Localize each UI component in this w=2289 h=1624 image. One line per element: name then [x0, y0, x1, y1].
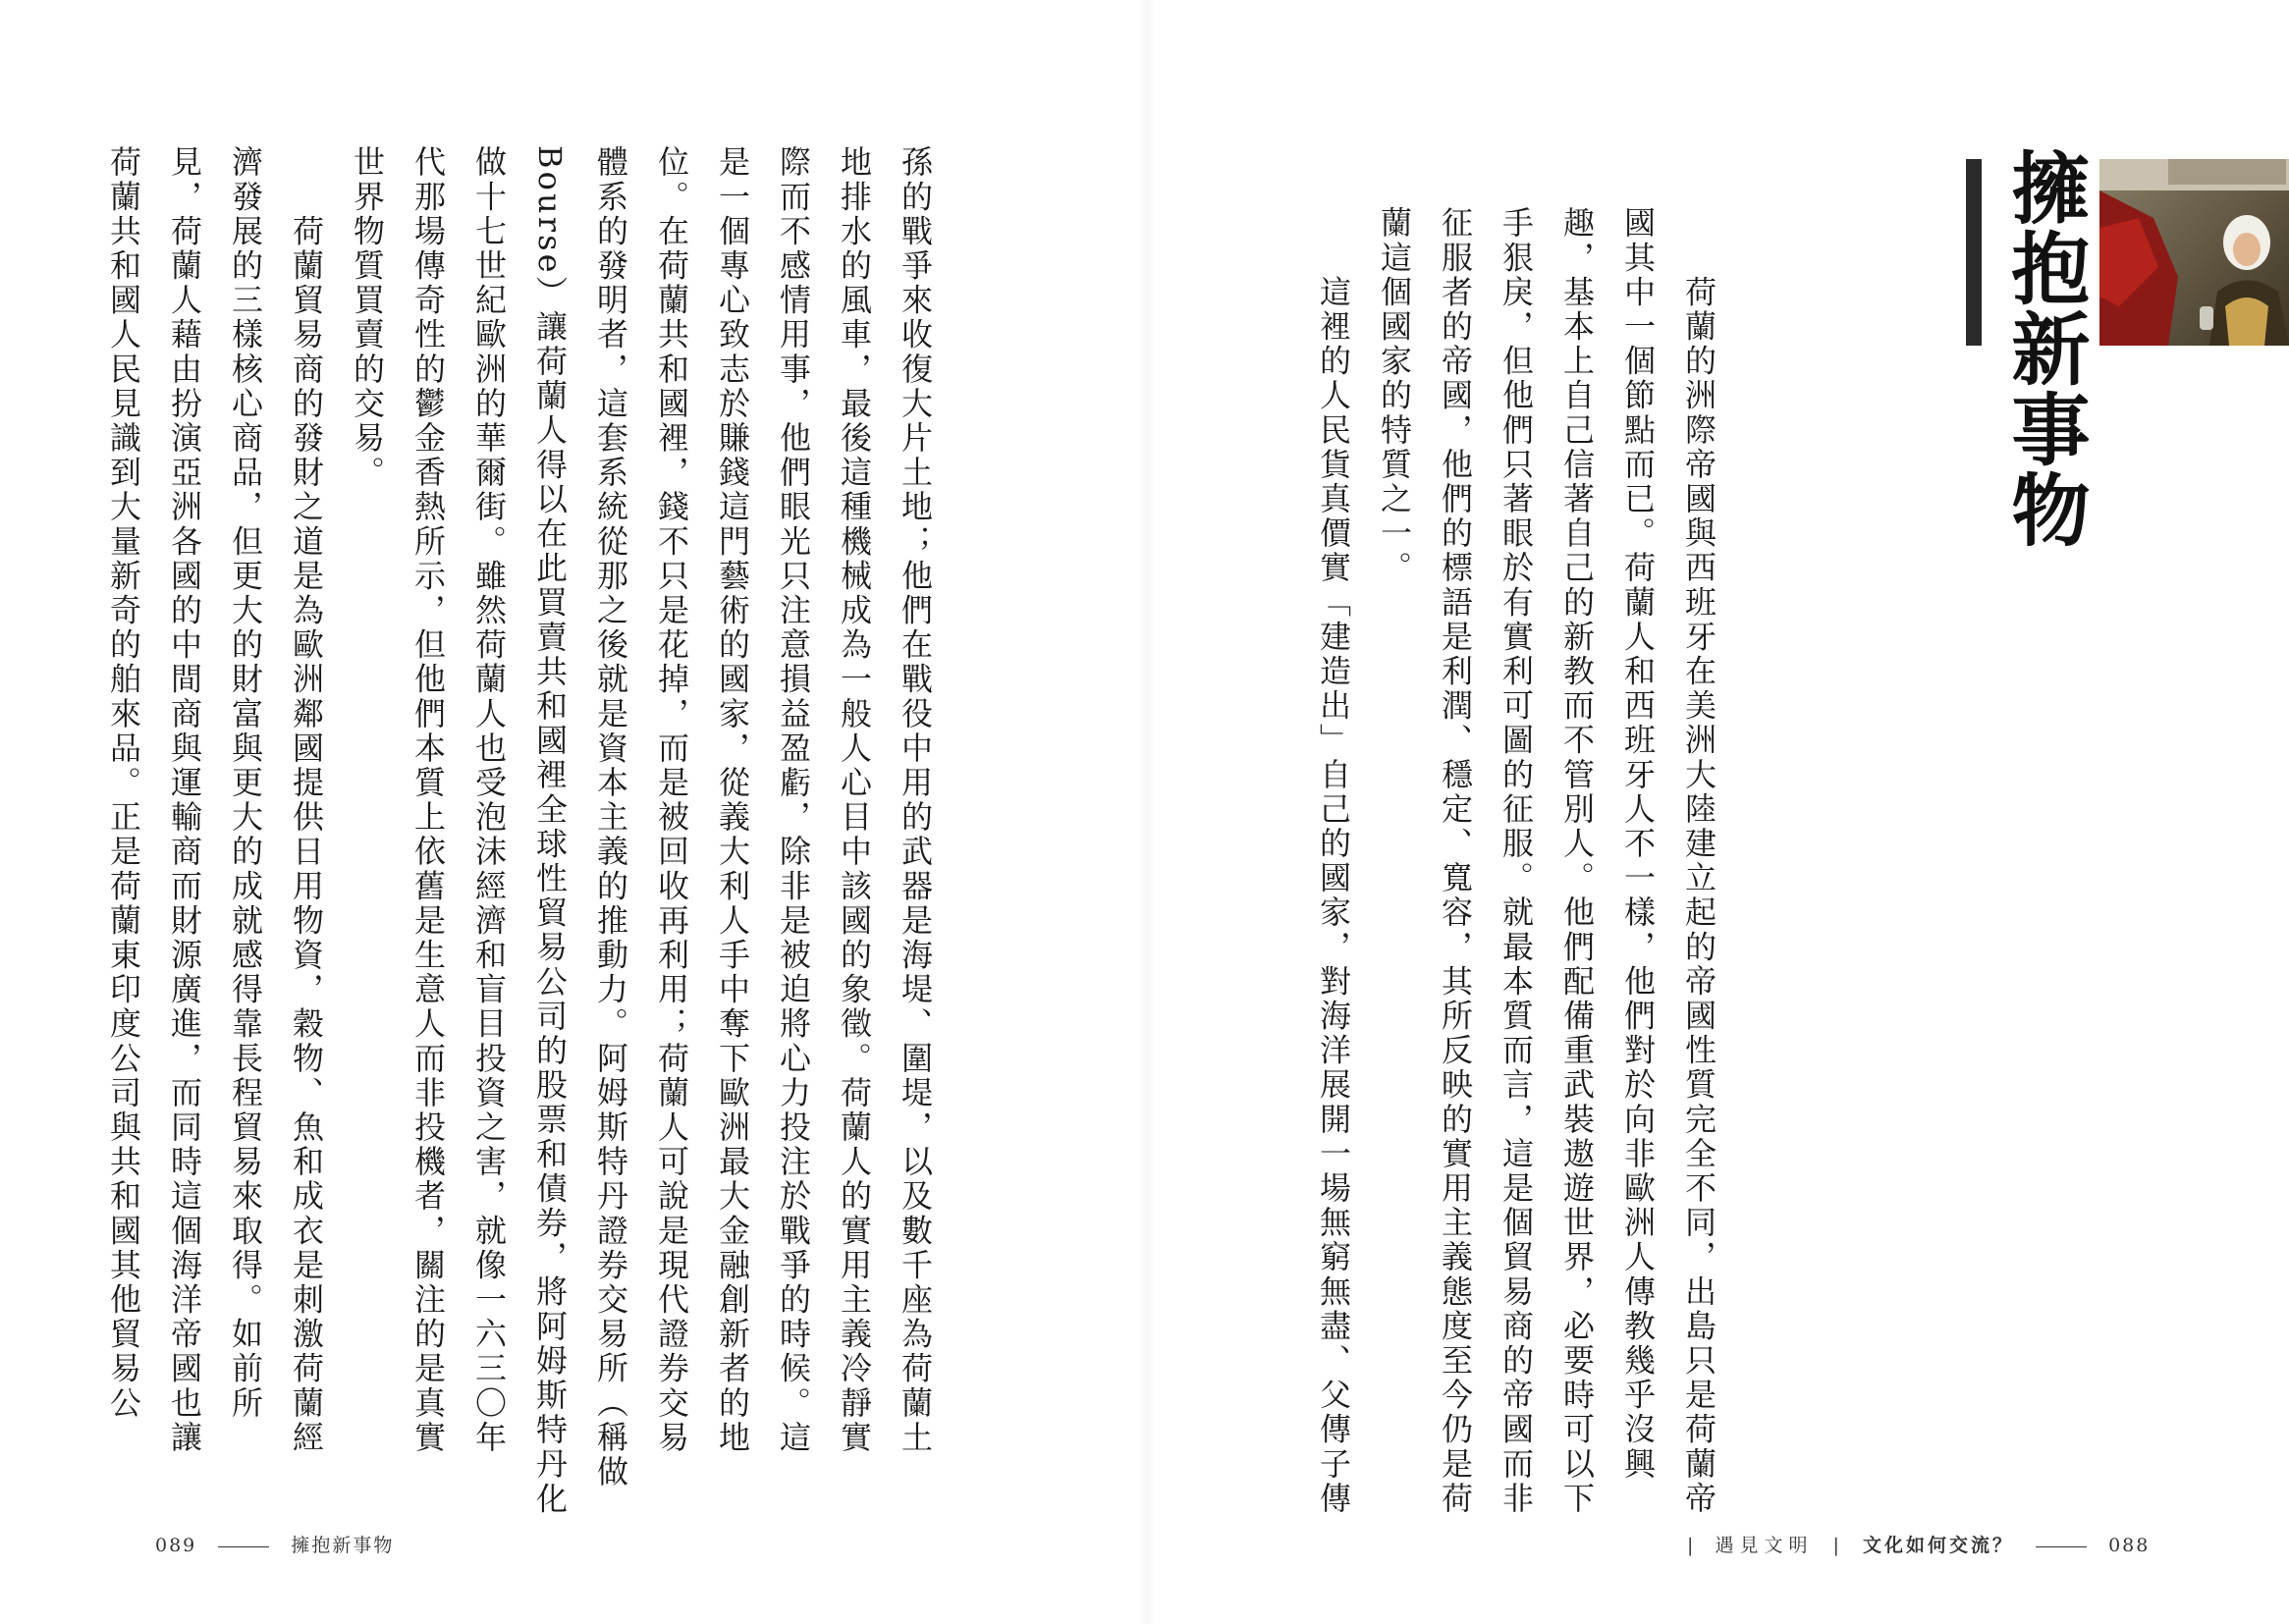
left-page-number: 089 — [155, 1535, 197, 1556]
right-text-column-7: 這裡的人民貨真價實「建造出」自己的國家，對海洋展開一場無窮無盡、父傳子傳 — [1315, 206, 1352, 1516]
left-text-column-5: 位。在荷蘭共和國裡，錢不只是花掉，而是被回收再利用；荷蘭人可說是現代證券交易 — [653, 145, 690, 1455]
left-text-column-2: 地排水的風車，最後這種機械成為一般人心目中該國的象徵。荷蘭人的實用主義冷靜實 — [836, 145, 873, 1455]
footer-dash — [218, 1546, 269, 1547]
left-text-column-14: 荷蘭共和國人民見識到大量新奇的舶來品。正是荷蘭東印度公司與共和國其他貿易公 — [105, 145, 142, 1421]
left-text-column-12: 濟發展的三樣核心商品，但更大的財富與更大的成就感得靠長程貿易來取得。如前所 — [227, 145, 264, 1421]
footer-dash — [2036, 1546, 2087, 1547]
right-text-column-5: 征服者的帝國，他們的標語是利潤、穩定、寬容，其所反映的實用主義態度至今仍是荷 — [1437, 206, 1474, 1516]
right-text-column-2: 國其中一個節點而已。荷蘭人和西班牙人不一樣，他們對於向非歐洲人傳教幾乎沒興 — [1619, 206, 1657, 1482]
left-text-column-13: 見，荷蘭人藉由扮演亞洲各國的中間商與運輸商而財源廣進，而同時這個海洋帝國也讓 — [166, 145, 203, 1455]
left-text-column-9: 代那場傳奇性的鬱金香熱所示，但他們本質上依舊是生意人而非投機者，關注的是真實 — [409, 145, 447, 1455]
title-accent-bar — [1966, 159, 1982, 346]
left-footer — [155, 1534, 394, 1557]
right-footer — [1687, 1534, 2150, 1557]
left-text-column-6: 體系的發明者，這套系統從那之後就是資本主義的推動力。阿姆斯特丹證券交易所（稱做 — [592, 145, 629, 1489]
left-text-column-11: 荷蘭貿易商的發財之道是為歐洲鄰國提供日用物資，穀物、魚和成衣是刺激荷蘭經 — [288, 145, 325, 1455]
chapter-title: 擁抱新事物 — [1998, 147, 2091, 550]
left-text-column-8: 做十七世紀歐洲的華爾街。雖然荷蘭人也受泡沫經濟和盲目投資之害，就像一六三〇年 — [470, 145, 508, 1455]
painting-thumbnail — [2099, 159, 2289, 346]
painting-image — [2099, 159, 2289, 346]
right-text-column-3: 趣，基本上自己信著自己的新教而不管別人。他們配備重武裝遨遊世界，必要時可以下 — [1558, 206, 1596, 1516]
right-text-column-6: 蘭這個國家的特質之一。 — [1376, 206, 1413, 586]
left-text-column-1: 孫的戰爭來收復大片土地；他們在戰役中用的武器是海堤、圍堤，以及數千座為荷蘭土 — [897, 145, 934, 1455]
right-text-column-1: 荷蘭的洲際帝國與西班牙在美洲大陸建立起的帝國性質完全不同，出島只是荷蘭帝 — [1680, 206, 1717, 1516]
left-text-column-7: Bourse）讓荷蘭人得以在此買賣共和國裡全球性貿易公司的股票和債券，將阿姆斯特丹化 — [531, 145, 569, 1517]
book-gutter — [1139, 0, 1155, 1624]
left-text-column-3: 際而不感情用事，他們眼光只注意損益盈虧，除非是被迫將心力投注於戰爭的時候。這 — [775, 145, 812, 1455]
right-page-number: 088 — [2108, 1535, 2151, 1556]
footer-divider: | — [1832, 1535, 1841, 1556]
book-title: 文化如何交流？ — [1862, 1535, 2014, 1556]
series-name: 遇見文明 — [1715, 1535, 1814, 1556]
left-text-column-4: 是一個專心致志於賺錢這門藝術的國家，從義大利人手中奪下歐洲最大金融創新者的地 — [714, 145, 751, 1455]
right-text-column-4: 手狠戾，但他們只著眼於有實利可圖的征服。就最本質而言，這是個貿易商的帝國而非 — [1498, 206, 1535, 1516]
footer-divider: | — [1687, 1535, 1696, 1556]
left-footer-section: 擁抱新事物 — [291, 1535, 395, 1556]
left-text-column-10: 世界物質買賣的交易。 — [349, 145, 386, 490]
